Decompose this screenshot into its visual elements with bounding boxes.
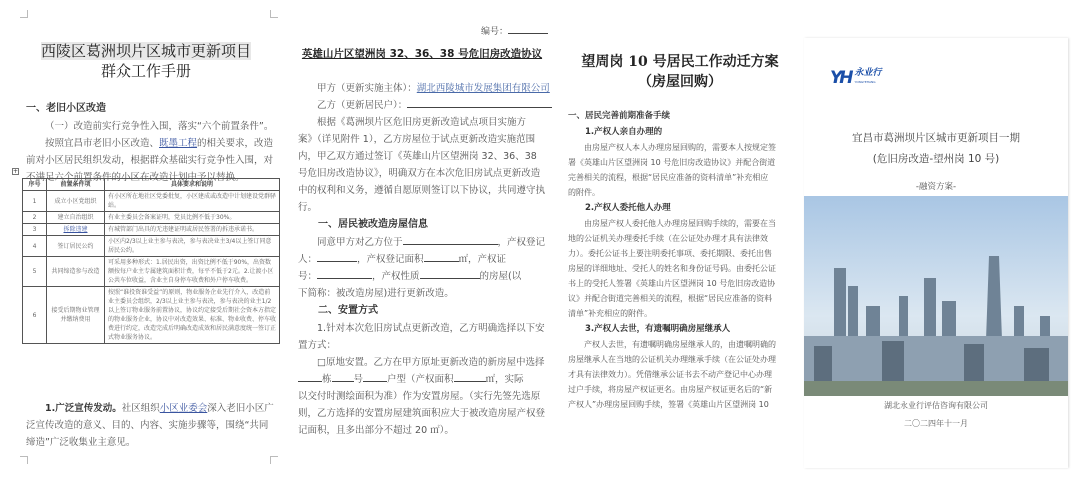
paragraph-line: 不满足六个前置条件的小区在改造计划中予以替换。 (26, 172, 245, 183)
subheading: 2.产权人委托他人办理 (585, 203, 671, 213)
paragraph-line: 由房屋产权人本人办理房屋回购的，需要本人按规定签 (584, 143, 776, 152)
paragraph-line: 以交付时测绘面积为准）作为安置房屋。（实行先签先选原 (298, 391, 541, 402)
page-financing-plan-cover (804, 38, 1068, 468)
info-line: 下简称：被改造房屋)进行更新改造。 (298, 288, 454, 299)
paragraph-line: 书上的受托人签署《英雄山片区望洲岗 10 号危旧房改造协 (568, 279, 776, 288)
column-header: 前置条件项 (47, 179, 105, 191)
doc-title: 宜昌市葛洲坝片区城市更新项目一期 (危旧房改造-望州岗 10 号) (852, 132, 1020, 165)
column-header: 序号 (23, 179, 47, 191)
corner-mark (20, 456, 28, 464)
paragraph-line: 房屋的详细地址、受托人的姓名和身份证号码。由委托公证 (568, 264, 776, 273)
corner-mark (20, 10, 28, 18)
paragraph-line: 力）。委托公证书上要注明委托事项、委托期限、委托出售 (568, 249, 772, 258)
doc-title: 西陵区葛洲坝片区城市更新项目 群众工作手册 (40, 42, 251, 80)
option-line: □原地安置。乙方在甲方原址更新改造的新房屋中选择 (317, 357, 545, 368)
corner-mark (270, 10, 278, 18)
paragraph-line: 产权人去世，有遗嘱明确房屋继承人的，由遗嘱明确的 (584, 340, 776, 349)
paragraph-line: 署《英雄山片区望洲岗 10 号危旧房改造协议》并配合街道 (568, 158, 776, 167)
paragraph-line: 缔造”广泛收集业主意见。 (26, 437, 136, 448)
number-blank[interactable] (508, 24, 548, 34)
paragraph-line: 中的权利和义务，遵循自愿原则签订以下协议，共同遵守执 (298, 185, 546, 196)
paragraph-line: 才具有法律效力）。凭借继承公证书去不动产登记中心办理 (568, 370, 772, 379)
yh-logo-icon: YH (830, 68, 851, 88)
preconditions-table (22, 178, 280, 344)
column-header: 具体要求和说明 (105, 179, 280, 191)
paragraph-line: 完善相关的流程，根据“居民应准备的资料清单”补充相应 (568, 173, 769, 182)
paragraph-line: 议》并配合街道完善相关的流程，根据“居民应准备的资料 (568, 294, 773, 303)
table-row: 6 接受后期物业管理并缴纳费用 按照“谁投资谁受益”的原则，物业服务企业先行介入，改造前业主委员会组织，2/3以上业主参与表决，参与表决的业主1/2以上签订物业服务前置协议，协议约定接受后期社会资本方指定的物业服务企业，协议中对改造效果、标准、物业收费、停车收费进行约定，改造完成后明确改造成效和居民满意度统一签订正式物业服务协议。 (23, 287, 280, 344)
page-renovation-agreement (288, 10, 556, 475)
party-a: 甲方（更新实施主体）：湖北西陵城市发展集团有限公司 (317, 83, 550, 94)
paragraph-line: 前对小区居民组织发动，根据群众基础实行竞争性入围，对 (26, 155, 274, 166)
table-row: 4 签订居民公约 小区内2/3以上业主参与表决，参与表决业主3/4以上签订同意居民公约。 (23, 236, 280, 257)
subheading: 1.产权人亲自办理的 (585, 127, 663, 137)
paragraph-line: 行。 (298, 202, 318, 213)
section-heading: 一、居民被改造房屋信息 (318, 219, 428, 230)
paragraph-line: 根据《葛洲坝片区危旧房更新改造试点项目实施方 (317, 117, 527, 128)
paragraph-line: 的附件。 (568, 188, 600, 197)
paragraph-line: 案》（详见附件 1），乙方房屋位于试点更新改造实施范围 (298, 134, 536, 145)
doc-title: 英雄山片区望洲岗 32、36、38 号危旧房改造协议 (301, 48, 543, 60)
paragraph-line: 1.针对本次危旧房试点更新改造，乙方明确选择以下安 (317, 323, 545, 334)
section-heading: 一、老旧小区改造 (26, 103, 106, 114)
paragraph-line: 置方式： (298, 340, 337, 351)
table-row: 5 共同缔造参与改造 可采用多种形式：1.居民出资，出资比例不低于90%，出资数额按每户业主专属建筑面积计费，每平不低于2元。2.让渡小区公共车位收益，含业主自身停车收费和外户停车收费。 (23, 257, 280, 287)
corner-mark (270, 456, 278, 464)
info-line: 人： ，产权登记面积 ㎡，产权证 (298, 254, 507, 265)
party-b: 乙方（更新居民户）： (298, 97, 553, 114)
paragraph-line: 清单”补充相应的附件。 (568, 309, 653, 318)
paragraph-line: 产权人”办理房屋回购手续，签署《英雄山片区望洲岗 10 (568, 400, 769, 409)
subheading: 3.产权人去世，有遗嘱明确房屋继承人 (585, 324, 731, 334)
paragraph-line: 记面积，且多出部分不超过 20 ㎡）。 (298, 425, 454, 436)
paragraph-line: 地的公证机关办理委托手续（在公证处办理才具有法律效 (568, 234, 768, 243)
doc-title: 望周岗 10 号居民工作动迁方案 （房屋回购） (581, 54, 779, 90)
number-field: 编号： (481, 24, 548, 37)
doc-date: 二〇二四年十一月 (904, 419, 968, 428)
table-row: 3 拆除违建 有城管部门出具的无违建证明或居民签署的拆违承诺书。 (23, 224, 280, 236)
sub-heading: （一）改造前实行竞争性入围，落实“六个前置条件”。 (45, 121, 274, 132)
section-heading: 二、安置方式 (318, 305, 378, 316)
info-line: 同意甲方对乙方位于 ，产权登记 (317, 237, 546, 248)
cityscape-image (804, 196, 1068, 396)
paragraph-line: 号危旧房改造协议》，明确双方在本次危旧房试点更新改造 (298, 168, 541, 179)
paragraph: 按照宜昌市老旧小区改造、既墨工程的相关要求，改造 (45, 138, 274, 149)
paragraph: 1.广泛宣传发动。社区组织小区业委会深入老旧小区广 (45, 403, 274, 414)
section-heading: 一、居民完善前期准备手续 (568, 111, 671, 121)
paragraph-line: 过户手续，将房屋产权证更名。由房屋产权证更名后的“新 (568, 385, 773, 394)
paragraph-line: 则，乙方选择的安置房屋建筑面积应大于被改造房屋产权登 (298, 408, 546, 419)
paragraph-line: 内，甲乙双方通过签订《英雄山片区望洲岗 32、36、38 (298, 151, 537, 162)
doc-subtitle: -融资方案- (915, 182, 957, 192)
company-logo: YH 永业行 YONGYEHANG (830, 68, 882, 88)
table-handle-icon[interactable]: + (13, 168, 19, 175)
paragraph-line: 房屋继承人在当地的公证机关办理继承手续（在公证处办理 (568, 355, 776, 364)
paragraph-line: 泛宣传改造的意义、目的、内容、实施步骤等，围绕“共同 (26, 420, 269, 431)
table-row: 1 成立小区党组织 有小区所在地社区党委批复，小区建成或改造中计划建设党群驿站。 (23, 191, 280, 212)
paragraph-line: 由房屋产权人委托他人办理房屋回购手续的，需要在当 (584, 219, 776, 228)
info-line: 号： ，产权性质 的房屋(以 (298, 271, 522, 282)
page-relocation-plan (562, 10, 798, 475)
page-group-work-handbook (10, 8, 282, 478)
option-line: 栋 号 户型（产权面积 ㎡，实际 (298, 371, 553, 388)
company-name: 湖北永业行评估咨询有限公司 (884, 401, 988, 410)
table-row: 2 建立自治组织 有业主委员会备案证明，党员比例不低于30%。 (23, 212, 280, 224)
